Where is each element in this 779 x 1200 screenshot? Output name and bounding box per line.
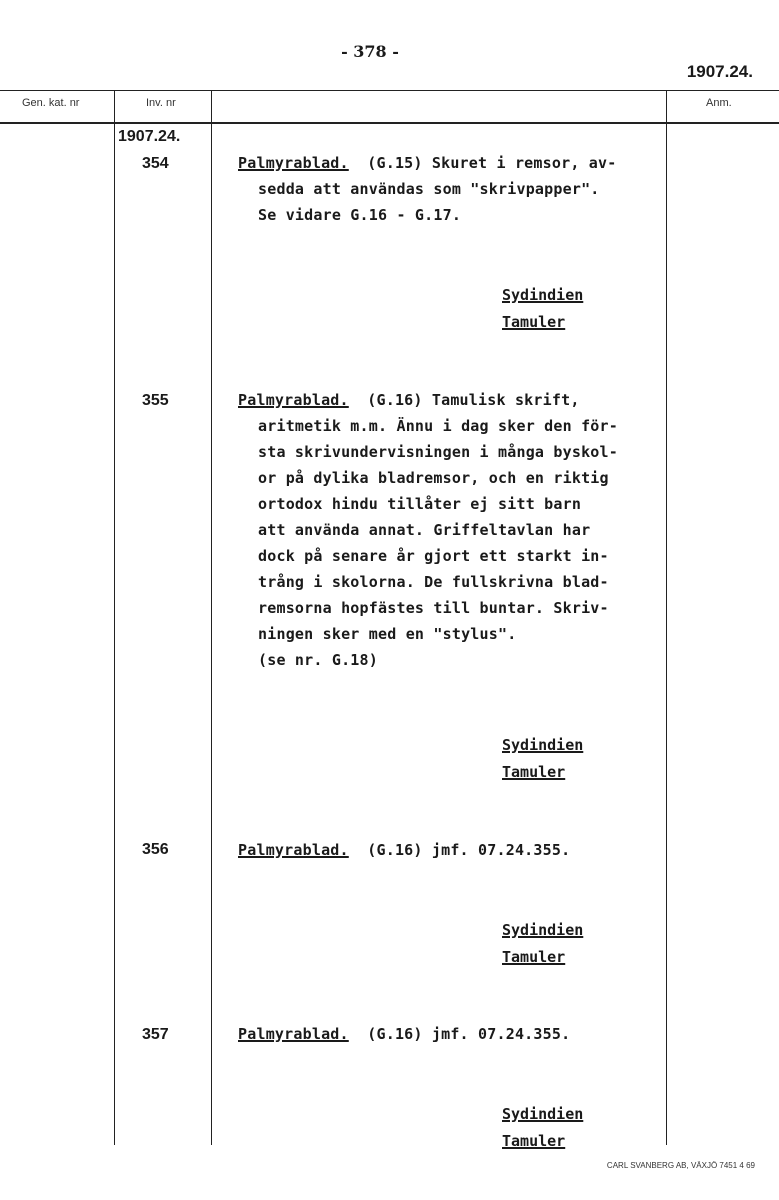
entry-line: ortodox hindu tillåter ej sitt barn — [258, 495, 582, 513]
column-divider-inv-text — [211, 90, 212, 1145]
place-block — [502, 732, 583, 786]
entry-line: sedda att användas som "skrivpapper". — [258, 180, 600, 198]
place-block — [502, 1101, 583, 1155]
entry-first-line — [238, 837, 668, 863]
column-header-anm: Anm. — [706, 97, 732, 109]
header-rule — [0, 122, 779, 124]
entry-title: Palmyrablad. — [238, 391, 349, 409]
region-label: Sydindien — [502, 736, 584, 754]
header-reference: 1907.24. — [686, 62, 753, 81]
people-label: Tamuler — [502, 763, 566, 781]
entry-title: Palmyrablad. — [238, 154, 349, 172]
region-label: Sydindien — [502, 286, 584, 304]
entry-line: Se vidare G.16 - G.17. — [258, 206, 462, 224]
inv-number: 354 — [142, 155, 169, 172]
entry-line: aritmetik m.m. Ännu i dag sker den för- — [258, 417, 618, 435]
entry-line: (G.16) jmf. 07.24.355. — [367, 841, 571, 859]
group-label: 1907.24. — [118, 128, 181, 145]
entry-line: dock på senare år gjort ett starkt in- — [258, 547, 609, 565]
entry-line: (se nr. G.18) — [258, 651, 378, 669]
page-number: - 378 - — [341, 42, 399, 61]
entry-line: or på dylika bladremsor, och en riktig — [258, 469, 609, 487]
entry-line: (G.16) jmf. 07.24.355. — [367, 1025, 571, 1043]
region-label: Sydindien — [502, 921, 584, 939]
inv-number: 355 — [142, 392, 169, 409]
region-label: Sydindien — [502, 1105, 584, 1123]
entry-text — [238, 1021, 668, 1047]
people-label: Tamuler — [502, 313, 566, 331]
column-divider-gen-inv — [114, 90, 115, 1145]
entry-line: sta skrivundervisningen i många byskol- — [258, 443, 618, 461]
printer-imprint: CARL SVANBERG AB, VÄXJÖ 7451 4 69 — [606, 1161, 755, 1170]
entry-line: ningen sker med en "stylus". — [258, 625, 517, 643]
entry-text — [238, 837, 668, 863]
entry-line: trång i skolorna. De fullskrivna blad- — [258, 573, 609, 591]
entry-title: Palmyrablad. — [238, 1025, 349, 1043]
inv-number: 356 — [142, 841, 169, 858]
place-block — [502, 917, 583, 971]
entry-line: (G.15) Skuret i remsor, av- — [367, 154, 617, 172]
people-label: Tamuler — [502, 1132, 566, 1150]
place-block — [502, 282, 583, 336]
inv-number: 357 — [142, 1026, 169, 1043]
entry-title: Palmyrablad. — [238, 841, 349, 859]
entry-line: (G.16) Tamulisk skrift, — [367, 391, 580, 409]
entry-text — [238, 387, 668, 673]
entry-first-line — [238, 1021, 668, 1047]
people-label: Tamuler — [502, 948, 566, 966]
entry-line: att använda annat. Griffeltavlan har — [258, 521, 591, 539]
column-header-gen-kat: Gen. kat. nr — [22, 97, 80, 109]
entry-line: remsorna hopfästes till buntar. Skriv- — [258, 599, 609, 617]
entry-text — [238, 150, 668, 228]
top-rule — [0, 90, 779, 91]
entry-first-line — [238, 387, 668, 413]
column-header-inv: Inv. nr — [146, 97, 176, 109]
entry-first-line — [238, 150, 668, 176]
